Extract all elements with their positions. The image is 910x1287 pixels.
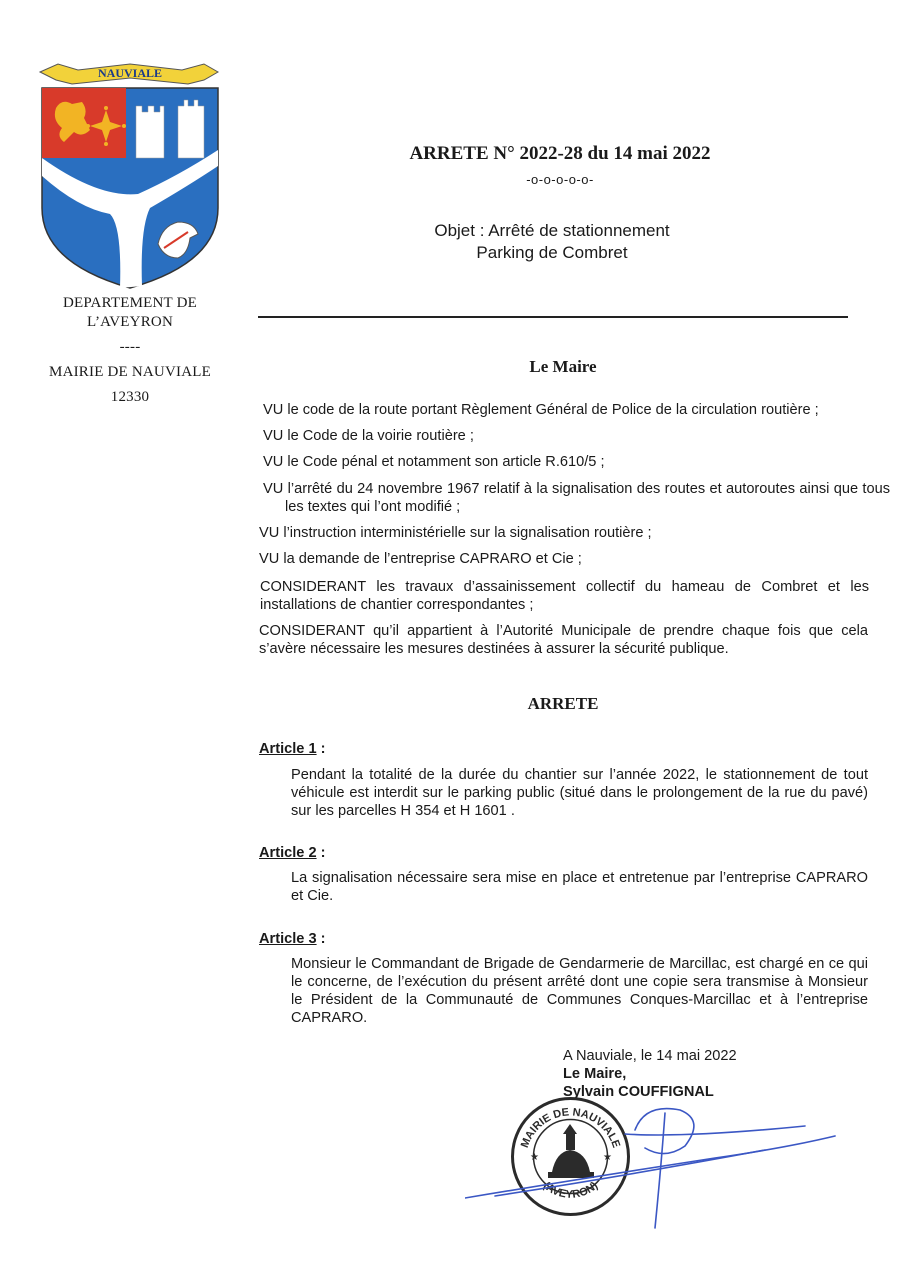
article-suffix: : (316, 741, 326, 757)
preamble-item: VU la demande de l’entreprise CAPRARO et Cie ; (259, 551, 582, 567)
preamble-item: CONSIDERANT qu’il appartient à l’Autorité Municipale de prendre chaque fois que cela s’avère nécessaire les mesures destinées à assurer la sécurité publique. (259, 623, 868, 657)
nauviale-coat-of-arms (38, 58, 222, 290)
svg-text:★: ★ (530, 1152, 539, 1163)
signature-block (563, 1047, 823, 1101)
object-block (372, 220, 732, 264)
article-label: Article 2 (259, 845, 317, 861)
crest-banner-text: NAUVIALE (97, 66, 163, 80)
preamble-item: VU le Code pénal et notamment son article R.610/5 ; (263, 454, 605, 470)
horizontal-rule (258, 316, 848, 318)
preamble-item: VU l’arrêté du 24 novembre 1967 relatif à la signalisation des routes et autoroutes ainsi que tous les textes qui l’ont modifié ; (263, 481, 890, 515)
svg-text:★: ★ (603, 1152, 612, 1163)
article-label: Article 3 (259, 931, 317, 947)
article-2-heading (259, 845, 326, 861)
signer-role: Le Maire, (563, 1066, 627, 1082)
department-line-2: L’AVEYRON (87, 314, 173, 330)
object-line-2: Parking de Combret (476, 243, 628, 262)
stamp-top-text: MAIRIE DE NAUVIALE (518, 1106, 623, 1150)
arrete-title: ARRETE N° 2022-28 du 14 mai 2022 (409, 143, 711, 164)
preamble-item: VU le Code de la voirie routière ; (263, 428, 474, 444)
article-2-text: La signalisation nécessaire sera mise en place et entretenue par l’entreprise CAPRARO et Cie. (291, 870, 868, 904)
issuing-authority (30, 294, 230, 407)
article-1-heading (259, 741, 326, 757)
stamp-bottom-text: (AVEYRON) (540, 1179, 601, 1201)
article-3-heading (259, 931, 326, 947)
article-3-text: Monsieur le Commandant de Brigade de Gendarmerie de Marcillac, est chargé en ce qui le concerne, de l’exécution du présent arrêté dont une copie sera transmise à Monsieur le Président de la Communauté de Communes Conques-Marcillac et à l’entreprise CAPRARO. (291, 956, 868, 1026)
header-divider: ---- (119, 339, 141, 355)
department-line-1: DEPARTEMENT DE (63, 295, 197, 311)
mairie-name: MAIRIE DE NAUVIALE (49, 364, 211, 380)
preamble-item: VU l’instruction interministérielle sur la signalisation routière ; (259, 525, 652, 541)
preamble-heading: Le Maire (529, 357, 597, 376)
article-label: Article 1 (259, 741, 317, 757)
preamble-item: CONSIDERANT les travaux d’assainissement collectif du hameau de Combret et les installations de chantier correspondantes ; (260, 579, 869, 613)
handwritten-signature (465, 1098, 845, 1233)
preamble-item: VU le code de la route portant Règlement Général de Police de la circulation routière ; (263, 402, 819, 418)
object-line-1: Objet : Arrêté de stationnement (434, 221, 670, 240)
decision-heading: ARRETE (527, 694, 599, 713)
article-suffix: : (316, 845, 326, 861)
article-suffix: : (316, 931, 326, 947)
title-separator: -o-o-o-o-o- (526, 172, 594, 187)
article-1-text: Pendant la totalité de la durée du chantier sur l’année 2022, le stationnement de tout véhicule est interdit sur le parking public (situé dans le prolongement de la rue du pavé) sur les parcelles H 354 et H 1601 . (291, 767, 868, 819)
postcode: 12330 (110, 389, 150, 405)
signer-name: Sylvain COUFFIGNAL (563, 1084, 714, 1100)
place-date: A Nauviale, le 14 mai 2022 (563, 1048, 737, 1064)
